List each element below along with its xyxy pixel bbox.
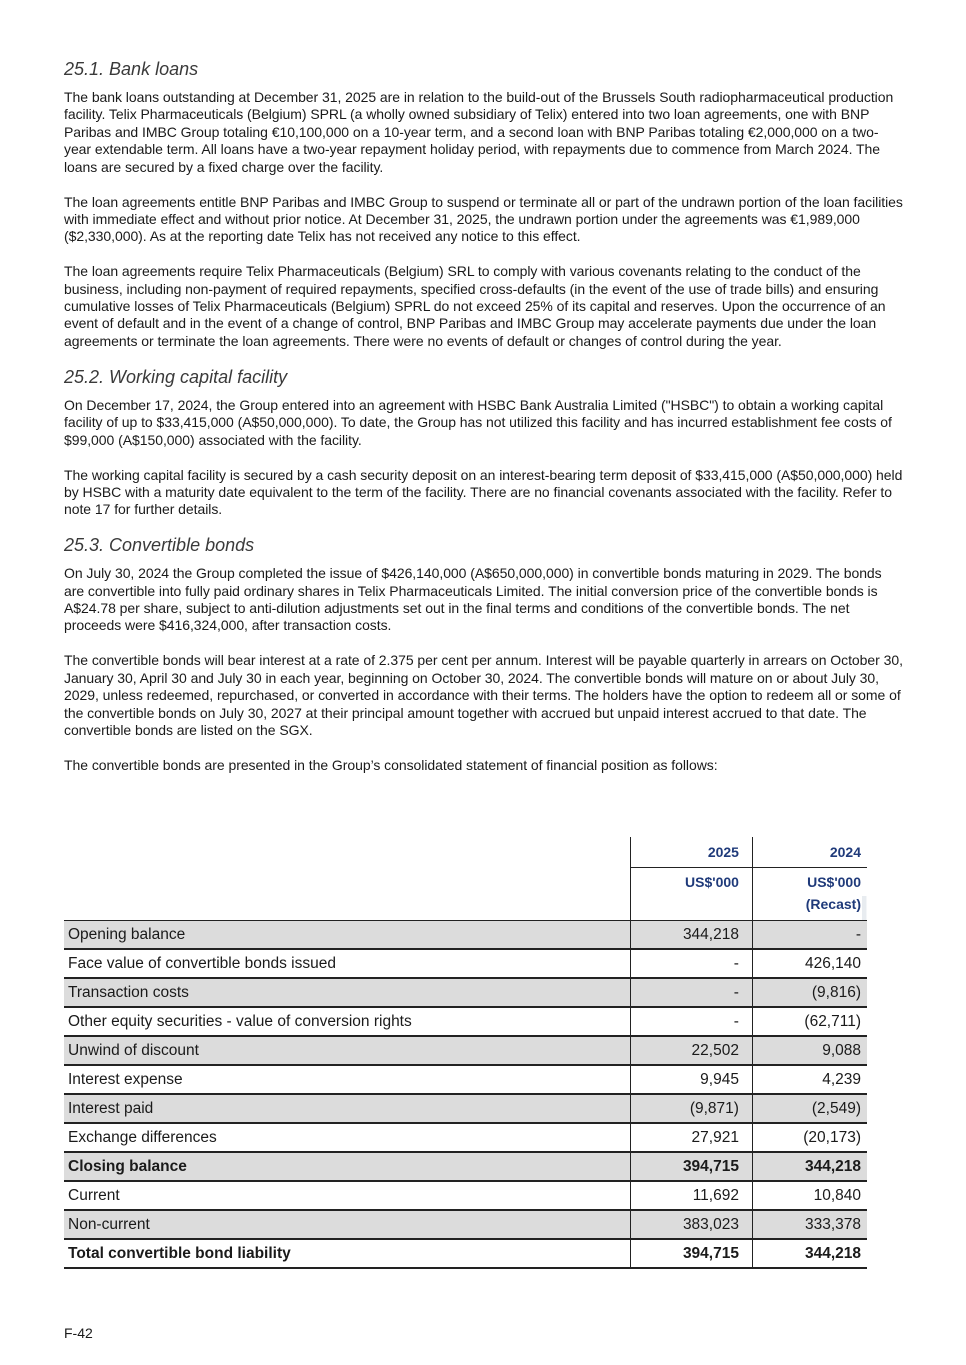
column-header-2024: 2024: [752, 837, 867, 868]
table-row-closing-balance: [64, 1152, 867, 1181]
row-label: Face value of convertible bonds issued: [64, 949, 631, 978]
section-heading: 25.1. Bank loans: [64, 59, 199, 79]
convertible-bonds-table: [64, 837, 867, 1269]
row-label: Interest paid: [64, 1094, 631, 1123]
row-label: Interest expense: [64, 1065, 631, 1094]
table-header-notes: [64, 896, 867, 921]
column-header-2025: 2025: [631, 837, 753, 868]
value-2024: (2,549): [752, 1094, 867, 1123]
value-2024: 426,140: [752, 949, 867, 978]
paragraph: The convertible bonds are presented in the Group’s consolidated statement of financial position as follows:: [64, 756, 718, 773]
row-label: Exchange differences: [64, 1123, 631, 1152]
unit-label-2024: US$'000: [807, 874, 861, 890]
table-header-years: [64, 837, 867, 868]
table-row: [64, 921, 867, 950]
value-2025: (9,871): [631, 1094, 753, 1123]
row-label: Other equity securities - value of conversion rights: [64, 1007, 631, 1036]
table-row: [64, 1065, 867, 1094]
value-2025: -: [631, 978, 753, 1007]
table-row: [64, 1181, 867, 1210]
paragraph: On December 17, 2024, the Group entered into an agreement with HSBC Bank Australia Limited ("HSBC") to obtain a working capital facility of up to $33,415,000 (A$50,000,000). To date, the Group has not utilized this facility and has incurred establishment fee costs of $99,000 (A$150,000) associated with the facility.: [64, 396, 892, 448]
table-row: [64, 1123, 867, 1152]
value-2024: 10,840: [752, 1181, 867, 1210]
value-2024: (9,816): [752, 978, 867, 1007]
paragraph: The bank loans outstanding at December 31, 2025 are in relation to the build-out of the Brussels South radiopharmaceutical production facility. Telix Pharmaceuticals (Belgium) SPRL (a wholly owned subsidiary of Telix) entered into two loan agreements, one with BNP Paribas and IMBC Group totaling €10,100,000 on a 10-year term, and a second loan with BNP Paribas totaling €2,000,000 on a two-year extendable term. All loans have a two-year repayment holiday period, with repayments due to commence from March 2024. The loans are secured by a fixed charge over the facility.: [64, 89, 894, 175]
recast-label: (Recast): [752, 896, 867, 921]
page-number: F-42: [64, 1325, 93, 1341]
table-row: [64, 978, 867, 1007]
value-2025: 9,945: [631, 1065, 753, 1094]
note-label-2025: [631, 896, 753, 921]
value-2025: 344,218: [631, 921, 753, 950]
value-2024: 4,239: [752, 1065, 867, 1094]
row-label: Opening balance: [64, 921, 631, 950]
paragraph: The loan agreements require Telix Pharmaceuticals (Belgium) SRL to comply with various covenants relating to the conduct of the business, including non-payment of required repayments, specified cross-defaults (in the event of the use of trade bills) and ensuring cumulative losses of Telix Pharmaceuticals (Belgium) SPRL do not exceed 25% of its capital and reserves. Upon the occurrence of an event of default and in the event of a change of control, BNP Paribas and IMBC Group may accelerate payments due under the loan agreements or terminate the loan agreements. There were no events of default or changes of control during the year.: [64, 263, 886, 349]
section-convertible-bonds: [64, 534, 904, 774]
section-bank-loans: [64, 58, 904, 350]
value-2024: (62,711): [752, 1007, 867, 1036]
table-row: [64, 1036, 867, 1065]
table-row: [64, 1007, 867, 1036]
value-2025: 383,023: [631, 1210, 753, 1239]
table-row-total: [64, 1239, 867, 1268]
value-2025: 394,715: [631, 1239, 753, 1268]
paragraph: On July 30, 2024 the Group completed the issue of $426,140,000 (A$650,000,000) in convertible bonds maturing in 2029. The bonds are convertible into fully paid ordinary shares in Telix Pharmaceuticals Limited. The initial conversion price of the convertible bonds is A$24.78 per share, subject to anti-dilution adjustments set out in the final terms and conditions of the convertible bonds. The net proceeds were $416,324,000, after transaction costs.: [64, 565, 882, 634]
value-2024: 344,218: [752, 1152, 867, 1181]
value-2024: 344,218: [752, 1239, 867, 1268]
table-row: [64, 949, 867, 978]
value-2024: 333,378: [752, 1210, 867, 1239]
paragraph: The working capital facility is secured by a cash security deposit on an interest-bearing term deposit of $33,415,000 (A$50,000,000) held by HSBC with a maturity date equivalent to the term of the facility. There are no financial covenants associated with the facility. Refer to note 17 for further details.: [64, 466, 903, 518]
paragraph: The convertible bonds will bear interest at a rate of 2.375 per cent per annum. Interest will be payable quarterly in arrears on October 30, January 30, April 30 and July 30 in each year, beginning on October 30, 2024. The convertible bonds will mature on or about July 30, 2029, unless redeemed, repurchased, or converted in accordance with their terms. The holders have the option to redeem all or some of the convertible bonds on July 30, 2027 at their principal amount together with accrued but unpaid interest accrued to that date. The convertible bonds are listed on the SGX.: [64, 652, 903, 738]
table-row: [64, 1210, 867, 1239]
value-2024: -: [752, 921, 867, 950]
value-2025: 394,715: [631, 1152, 753, 1181]
value-2024: 9,088: [752, 1036, 867, 1065]
section-working-capital-facility: [64, 366, 904, 519]
paragraph: The loan agreements entitle BNP Paribas and IMBC Group to suspend or terminate all or part of the undrawn portion of the loan facilities with immediate effect and without prior notice. At December 31, 2025, the undrawn portion under the agreements was €1,989,000 ($2,330,000). As at the reporting date Telix has not received any notice to this effect.: [64, 193, 903, 245]
value-2025: 22,502: [631, 1036, 753, 1065]
document-page: [64, 58, 904, 792]
table-header-units: [64, 868, 867, 897]
value-2025: -: [631, 1007, 753, 1036]
row-label: Current: [64, 1181, 631, 1210]
value-2025: -: [631, 949, 753, 978]
value-2025: 27,921: [631, 1123, 753, 1152]
section-heading: 25.3. Convertible bonds: [64, 535, 255, 556]
unit-label-2025: US$'000: [631, 868, 753, 897]
section-heading: 25.2. Working capital facility: [64, 366, 288, 387]
row-label: Transaction costs: [64, 978, 631, 1007]
row-label: Unwind of discount: [64, 1036, 631, 1065]
value-2024: (20,173): [752, 1123, 867, 1152]
row-label: Closing balance: [64, 1152, 631, 1181]
table-row: [64, 1094, 867, 1123]
row-label: Total convertible bond liability: [64, 1239, 631, 1268]
row-label: Non-current: [64, 1210, 631, 1239]
value-2025: 11,692: [631, 1181, 753, 1210]
